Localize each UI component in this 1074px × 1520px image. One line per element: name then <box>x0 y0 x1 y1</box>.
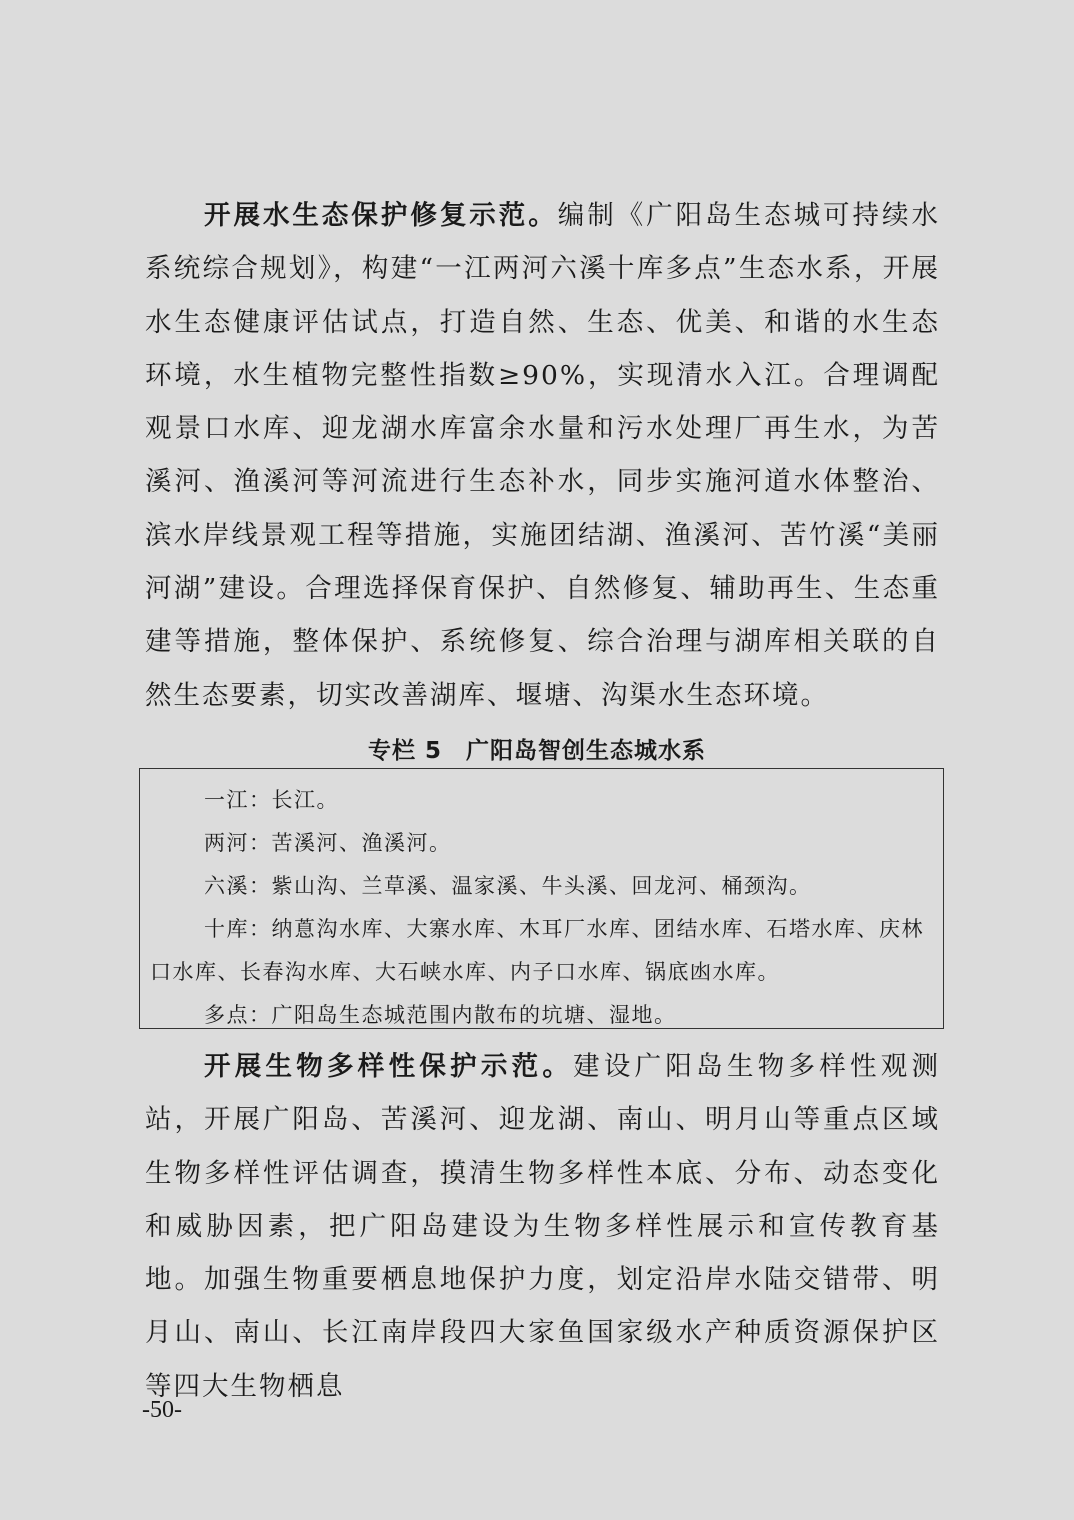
box-item-duodian: 多点：广阳岛生态城范围内散布的坑塘、湿地。 <box>204 1003 677 1027</box>
paragraph-water-ecology <box>145 189 940 722</box>
paragraph-lead: 开展水生态保护修复示范。 <box>204 200 558 231</box>
box-item-shiku: 十库：纳蒠沟水库、大寨水库、木耳厂水库、团结水库、石塔水库、庆林口水库、长春沟水库、大石峡水库、内子口水库、锅底凼水库。 <box>150 917 924 984</box>
box-title: 专栏 5 广阳岛智创生态城水系 <box>367 738 706 764</box>
box-item-lianghe: 两河：苦溪河、渔溪河。 <box>204 831 452 855</box>
paragraph-body: 编制《广阳岛生态城可持续水系统综合规划》，构建“一江两河六溪十库多点”生态水系，开展水生态健康评估试点，打造自然、生态、优美、和谐的水生态环境，水生植物完整性指数≥90%，实现清水入江。合理调配观景口水库、迎龙湖水库富余水量和污水处理厂再生水，为苦溪河、渔溪河等河流进行生态补水，同步实施河道水体整治、滨水岸线景观工程等措施，实施团结湖、渔溪河、苦竹溪“美丽河湖”建设。合理选择保育保护、自然修复、辅助再生、生态重建等措施，整体保护、系统修复、综合治理与湖库相关联的自然生态要素，切实改善湖库、堰塘、沟渠水生态环境。 <box>145 200 940 711</box>
box-item-yijiang: 一江：长江。 <box>204 788 339 812</box>
paragraph-body: 建设广阳岛生物多样性观测站，开展广阳岛、苦溪河、迎龙湖、南山、明月山等重点区域生物多样性评估调查，摸清生物多样性本底、分布、动态变化和威胁因素，把广阳岛建设为生物多样性展示和宣传教育基地。加强生物重要栖息地保护力度，划定沿岸水陆交错带、明月山、南山、长江南岸段四大家鱼国家级水产种质资源保护区等四大生物栖息 <box>145 1051 941 1402</box>
info-box <box>139 768 944 1029</box>
paragraph-biodiversity <box>145 1040 940 1413</box>
paragraph-lead: 开展生物多样性保护示范。 <box>204 1051 574 1082</box>
box-item-liuxi: 六溪：紫山沟、兰草溪、温家溪、牛头溪、回龙河、桶颈沟。 <box>204 874 812 898</box>
page-number: -50- <box>142 1397 182 1423</box>
